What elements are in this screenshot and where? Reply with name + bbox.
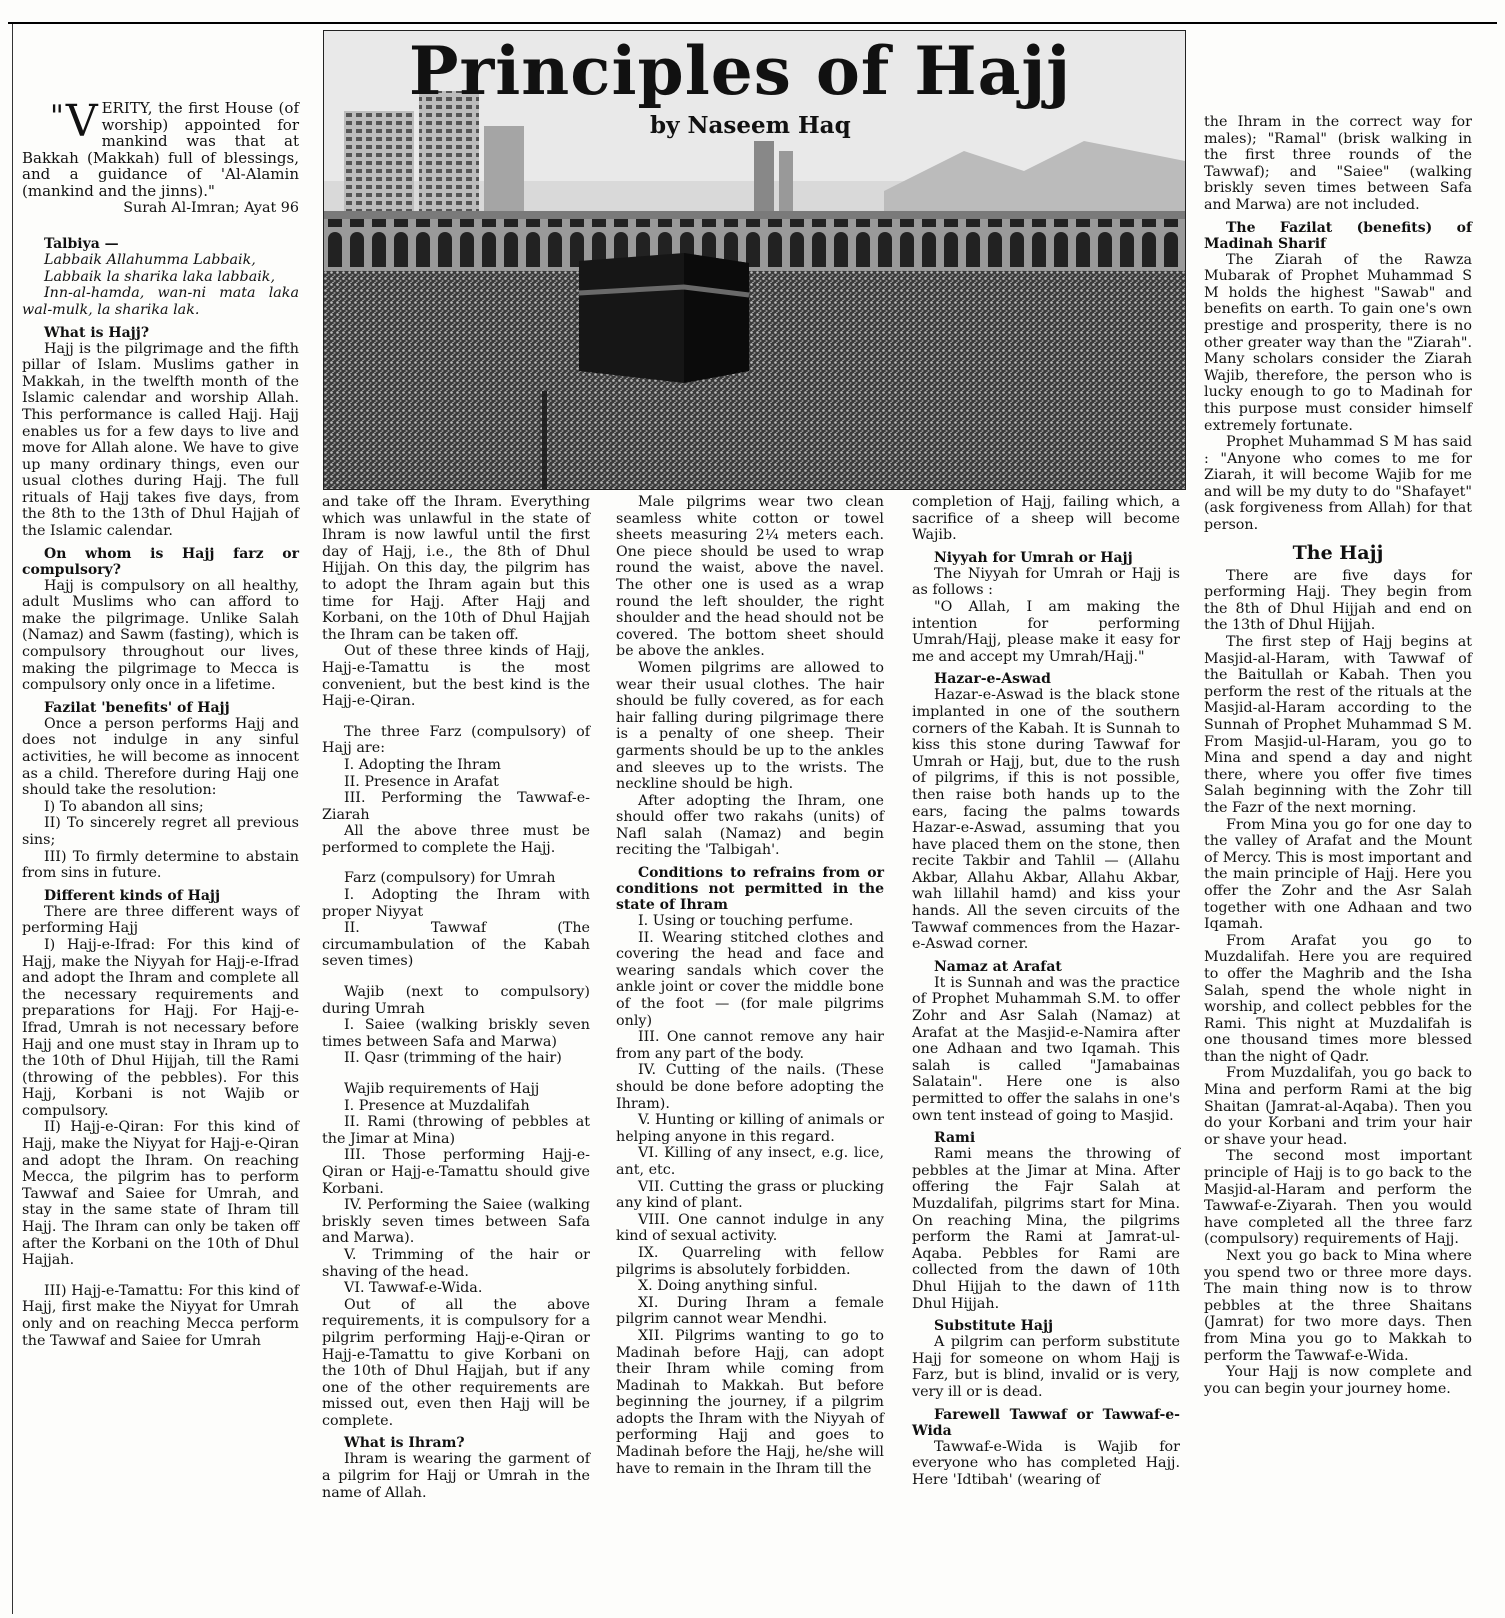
talbiya-heading: Talbiya — xyxy=(44,236,119,253)
col2-para-8: Out of all the above requirements, it is compulsory for a pilgrim performing Hajj-e-Qiran or Hajj-e-Tamattu to give Korbani on the 10th of Dhul Hajjah, but if any one of the other requirements are missed out, even then Hajj will be complete. xyxy=(322,1296,590,1429)
heading-conditions: Conditions to refrains from or conditions not permitted in the state of Ihram xyxy=(616,865,884,914)
farz-item-2: II. Presence in Arafat xyxy=(344,773,499,790)
heading-madinah: The Fazilat (benefits) of Madinah Sharif xyxy=(1204,219,1472,252)
col2-para-5: Farz (compulsory) for Umrah xyxy=(344,870,556,887)
para-farz: Hajj is compulsory on all healthy, adult Muslims who can afford to make the pilgrimage. Unlike Salah (Namaz) and Sawm (fasting), which is compulsory throughout our lives, making the pilgrimage to Mecca is compulsory only once in a lifetime. xyxy=(22,577,299,694)
condition-4: IV. Cutting of the nails. (These should be done before adopting the Ihram). xyxy=(616,1062,884,1112)
heading-the-hajj: The Hajj xyxy=(1292,541,1384,564)
col3-para-1: Male pilgrims wear two clean seamless white cotton or towel sheets measuring 2¼ meters each. One piece should be used to wrap round the waist, above the navel. The other one is used as a wrap round the left shoulder, the right shoulder and the head should not be covered. The bottom sheet should be above the ankles. xyxy=(616,494,884,660)
col5-para-9: The second most important principle of Hajj is to go back to the Masjid-al-Haram and perform the Tawwaf-e-Ziyarah. Then you would have completed all the three farz (compulsory) requirements of Hajj. xyxy=(1204,1148,1472,1248)
col5-para-10: Next you go back to Mina where you spend two or three more days. The main thing now is to throw pebbles at the three Shaitans (Jamrat) for two more days. Then from Mina you go to Makkah to perform the Tawwaf-e-Wida. xyxy=(1204,1248,1472,1364)
col4-para-8: Tawwaf-e-Wida is Wajib for everyone who has completed Hajj. Here 'Idtibah' (wearing of xyxy=(912,1438,1180,1488)
talbiya-line-2: Labbaik la sharika laka labbaik, xyxy=(44,268,276,285)
col2-para-2: Out of these three kinds of Hajj, Hajj-e-Tamattu is the most convenient, but the best kind is the Hajj-e-Qiran. xyxy=(322,643,590,710)
col4-para-6: Rami means the throwing of pebbles at the Jimar at Mina. After offering the Fajr Salah at Muzdalifah, pilgrims start for Mina. On reaching Mina, the pilgrims perform the Rami at Jamrat-ul-Aqaba. Pebbles for Rami are collected from the dawn of 10th Dhul Hijjah to the dawn of 11th Dhul Hijjah. xyxy=(912,1146,1180,1312)
heading-farz: On whom is Hajj farz or compulsory? xyxy=(22,545,299,578)
col5-para-7: From Arafat you go to Muzdalifah. Here you are required to offer the Maghrib and the Isha Salah, spend the whole night in worship, and collect pebbles for the Rami. This night at Muzdalifah is one thousand times more blessed than the night of Qadr. xyxy=(1204,932,1472,1065)
heading-namaz-arafat: Namaz at Arafat xyxy=(934,958,1062,975)
col2-para-4: All the above three must be performed to complete the Hajj. xyxy=(322,823,590,856)
col5-para-6: From Mina you go for one day to the valley of Arafat and the Mount of Mercy. This is most important and the main principle of Hajj. Here you offer the Zohr and the Asr Salah together with one Adhaan and two Iqamah. xyxy=(1204,816,1472,933)
col2-para-6: Wajib (next to compulsory) during Umrah xyxy=(322,984,590,1017)
col5-para-1: the Ihram in the correct way for males); "Ramal" (brisk walking in the first three rounds of the Tawwaf); and "Saiee" (walking briskly seven times between Safa and Marwa) are not included. xyxy=(1204,114,1472,213)
heading-what-is-ihram: What is Ihram? xyxy=(344,1435,465,1452)
hajj-wajib-6: VI. Tawwaf-e-Wida. xyxy=(344,1280,483,1297)
column-1 xyxy=(22,96,299,1349)
talbiya-line-1: Labbaik Allahumma Labbaik, xyxy=(44,252,256,269)
col5-para-2: The Ziarah of the Rawza Mubarak of Prophet Muhammad S M holds the highest "Sawab" and benefits on earth. To gain one's own prestige and prosperity, there is no other greater way than the "Ziarah". Many scholars consider the Ziarah Wajib, therefore, the person who is lucky enough to go to Madinah for this purpose must consider himself extremely fortunate. xyxy=(1204,251,1472,434)
condition-6: VI. Killing of any insect, e.g. lice, ant, etc. xyxy=(616,1145,884,1178)
umrah-farz-1: I. Adopting the Ihram with proper Niyyat xyxy=(322,887,590,920)
col2-para-1: and take off the Ihram. Everything which was unlawful in the state of Ihram is now lawful until the first day of Hajj, i.e., the 8th of Dhul Hijjah. On this day, the pilgrim has to adopt the Ihram again but this time for Hajj. After Hajj and Korbani, on the 10th of Dhul Hajjah the Ihram can be taken off. xyxy=(322,494,590,643)
top-rule xyxy=(8,22,1497,24)
umrah-wajib-1: I. Saiee (walking briskly seven times between Safa and Marwa) xyxy=(322,1017,590,1050)
hajj-wajib-2: II. Rami (throwing of pebbles at the Jimar at Mina) xyxy=(322,1114,590,1147)
hajj-wajib-5: V. Trimming of the hair or shaving of the head. xyxy=(322,1246,590,1280)
hajj-wajib-3: III. Those performing Hajj-e-Qiran or Hajj-e-Tamattu should give Korbani. xyxy=(322,1147,590,1197)
hajj-wajib-4: IV. Performing the Saiee (walking briskly seven times between Safa and Marwa). xyxy=(322,1197,590,1247)
column-4 xyxy=(912,494,1180,1488)
condition-7: VII. Cutting the grass or plucking any kind of plant. xyxy=(616,1178,884,1212)
condition-2: II. Wearing stitched clothes and covering the head and face and wearing sandals which cover the ankle joint or cover the middle bone of the foot — (for male pilgrims only) xyxy=(616,929,884,1029)
umrah-wajib-2: II. Qasr (trimming of the hair) xyxy=(344,1050,562,1067)
heading-fazilat: Fazilat 'benefits' of Hajj xyxy=(44,699,230,716)
col5-para-8: From Muzdalifah, you go back to Mina and perform Rami at the big Shaitan (Jamrat-al-Aqaba). Then you do your Korbani and trim your hair or shave your head. xyxy=(1204,1065,1472,1148)
heading-kinds: Different kinds of Hajj xyxy=(44,887,221,904)
condition-3: III. One cannot remove any hair from any part of the body. xyxy=(616,1029,884,1062)
col4-para-7: A pilgrim can perform substitute Hajj for someone on whom Hajj is Farz, but is blind, invalid or is very, very ill or is dead. xyxy=(912,1334,1180,1400)
heading-hazar-e-aswad: Hazar-e-Aswad xyxy=(934,671,1051,688)
col5-para-4: There are five days for performing Hajj. They begin from the 8th of Dhul Hijjah and end on the 13th of Dhul Hijjah. xyxy=(1204,567,1472,634)
quote-source: Surah Al-Imran; Ayat 96 xyxy=(123,199,299,216)
condition-10: X. Doing anything sinful. xyxy=(638,1278,818,1295)
column-3 xyxy=(616,494,884,1477)
para-tamattu: III) Hajj-e-Tamattu: For this kind of Hajj, first make the Niyyat for Umrah only and on reaching Mecca perform the Tawwaf and Saiee for Umrah xyxy=(22,1282,299,1349)
farz-item-3: III. Performing the Tawwaf-e-Ziarah xyxy=(322,790,590,823)
col2-para-9: Ihram is wearing the garment of a pilgrim for Hajj or Umrah in the name of Allah. xyxy=(322,1451,590,1501)
umrah-farz-2: II. Tawwaf (The circumambulation of the Kabah seven times) xyxy=(322,920,590,970)
drop-cap: V xyxy=(65,96,98,147)
col5-para-3: Prophet Muhammad S M has said : "Anyone who comes to me for Ziarah, it will become Wajib for me and will be my duty to do "Shafayet" (ask forgiveness from Allah) for that person. xyxy=(1204,434,1472,534)
column-2 xyxy=(322,494,590,1501)
condition-11: XI. During Ihram a female pilgrim cannot wear Mendhi. xyxy=(616,1294,884,1328)
para-kinds: There are three different ways of performing Hajj xyxy=(22,903,299,937)
opening-quote xyxy=(22,96,299,200)
headline-byline: by Naseem Haq xyxy=(650,112,851,139)
condition-9: IX. Quarreling with fellow pilgrims is absolutely forbidden. xyxy=(616,1244,884,1278)
condition-1: I. Using or touching perfume. xyxy=(638,913,854,930)
col2-para-3: The three Farz (compulsory) of Hajj are: xyxy=(322,723,590,757)
heading-what-is-hajj: What is Hajj? xyxy=(44,324,150,341)
col3-para-3: After adopting the Ihram, one should offer two rakahs (units) of Nafl salah (Namaz) and begin reciting the 'Talbigah'. xyxy=(616,792,884,859)
hajj-wajib-1: I. Presence at Muzdalifah xyxy=(344,1097,530,1114)
col3-para-2: Women pilgrims are allowed to wear their usual clothes. The hair should be fully covered, as for each hair falling during pilgrimage there is a penalty of one sheep. Their garments should be up to the ankles and sleeves up to the wrists. The neckline should be high. xyxy=(616,659,884,793)
condition-5: V. Hunting or killing of animals or helping anyone in this regard. xyxy=(616,1112,884,1145)
left-rule xyxy=(12,24,13,1614)
col4-para-4: Hazar-e-Aswad is the black stone implanted in one of the southern corners of the Kabah. It is Sunnah to kiss this stone during Tawwaf for Umrah or Hajj, but, due to the rush of pilgrims, if this is not possible, then raise both hands up to the ears, facing the palms towards Hazar-e-Aswad, assuming that you have placed them on the stone, then recite Takbir and Tahlil — (Allahu Akbar, Allahu Akbar, Allahu Akbar, wah lillahil hamd) and kiss your hands. All the seven circuits of the Tawwaf commences from the Hazar-e-Aswad corner. xyxy=(912,687,1180,953)
headline-title: Principles of Hajj xyxy=(408,32,1072,110)
col5-para-11: Your Hajj is now complete and you can begin your journey home. xyxy=(1204,1364,1472,1397)
resolution-1: I) To abandon all sins; xyxy=(44,798,204,815)
para-fazilat: Once a person performs Hajj and does not indulge in any sinful activities, he will become as innocent as a child. Therefore during Hajj one should take the resolution: xyxy=(22,715,299,799)
para-qiran: II) Hajj-e-Qiran: For this kind of Hajj, make the Niyyat for Hajj-e-Qiran and adopt the Ihram. On reaching Mecca, the pilgrim has to perform Tawwaf and Saiee for Umrah, and stay in the same state of Ihram till Hajj. The Ihram can only be taken off after the Korbani on the 10th of Dhul Hajjah. xyxy=(22,1119,299,1269)
condition-8: VIII. One cannot indulge in any kind of sexual activity. xyxy=(616,1211,884,1245)
farz-item-1: I. Adopting the Ihram xyxy=(344,756,501,773)
condition-12: XII. Pilgrims wanting to go to Madinah before Hajj, can adopt their Ihram while coming from Madinah to Makkah. But before beginning the journey, if a pilgrim adopts the Ihram with the Niyyah of performing Hajj and goes to Madinah before the Hajj, he/she will have to remain in the Ihram till the xyxy=(616,1327,884,1477)
heading-rami: Rami xyxy=(934,1130,976,1147)
col4-para-2: The Niyyah for Umrah or Hajj is as follows : xyxy=(912,565,1180,599)
quote-text: ERITY, the first House (of worship) appointed for mankind was that at Bakkah (Makkah) full of blessings, and a guidance of 'Al-Alamin (mankind and the jinns)." xyxy=(22,99,299,200)
col4-para-3: "O Allah, I am making the intention for performing Umrah/Hajj, please make it easy for me and accept my Umrah/Hajj." xyxy=(912,598,1180,665)
column-5 xyxy=(1204,114,1472,1397)
resolution-3: III) To firmly determine to abstain from sins in future. xyxy=(22,848,299,882)
talbiya-line-3: Inn-al-hamda, wan-ni mata laka wal-mulk, la sharika lak. xyxy=(22,285,299,318)
para-ifrad: I) Hajj-e-Ifrad: For this kind of Hajj, make the Niyyah for Hajj-e-Ifrad and adopt the Ihram and complete all the necessary requirements and preparations for Hajj. For Hajj-e-Ifrad, Umrah is not necessary before Hajj and one must stay in Ihram up to the 10th of Dhul Hijjah, till the Rami (throwing of the pebbles). For this Hajj, Korbani is not Wajib or compulsory. xyxy=(22,936,299,1119)
resolution-2: II) To sincerely regret all previous sins; xyxy=(22,815,299,848)
para-what-is-hajj: Hajj is the pilgrimage and the fifth pillar of Islam. Muslims gather in Makkah, in the twelfth month of the Islamic calendar and worship Allah. This performance is called Hajj. Hajj enables us for a few days to live and move for Allah alone. We have to give up many ordinary things, even our usual clothes during Hajj. The full rituals of Hajj takes five days, from the 8th to the 13th of Dhul Hajjah of the Islamic calendar. xyxy=(22,340,299,540)
col5-para-5: The first step of Hajj begins at Masjid-al-Haram, with Tawwaf of the Baitullah or Kabah. Then you perform the rest of the rituals at the Masjid-al-Haram according to the Sunnah of Prophet Muhammad S M. From Masjid-ul-Haram, you go to Mina and spend a day and night there, where you offer five times Salah beginning with the Zohr till the Fazr of the next morning. xyxy=(1204,634,1472,816)
heading-niyyah: Niyyah for Umrah or Hajj xyxy=(934,549,1133,566)
col4-para-1: completion of Hajj, failing which, a sacrifice of a sheep will become Wajib. xyxy=(912,494,1180,544)
heading-farewell-tawwaf: Farewell Tawwaf or Tawwaf-e-Wida xyxy=(912,1406,1180,1439)
heading-substitute-hajj: Substitute Hajj xyxy=(934,1318,1054,1335)
quote-open: " xyxy=(50,99,64,134)
col4-para-5: It is Sunnah and was the practice of Prophet Muhammah S.M. to offer Zohr and Asr Salah (Namaz) at Arafat at the Masjid-e-Namira after one Adhaan and two Iqamah. This salah is called "Jamabainas Salatain". Here one is also permitted to offer the salahs in one's own tent instead of going to Masjid. xyxy=(912,974,1180,1124)
col2-para-7: Wajib requirements of Hajj xyxy=(344,1081,540,1097)
